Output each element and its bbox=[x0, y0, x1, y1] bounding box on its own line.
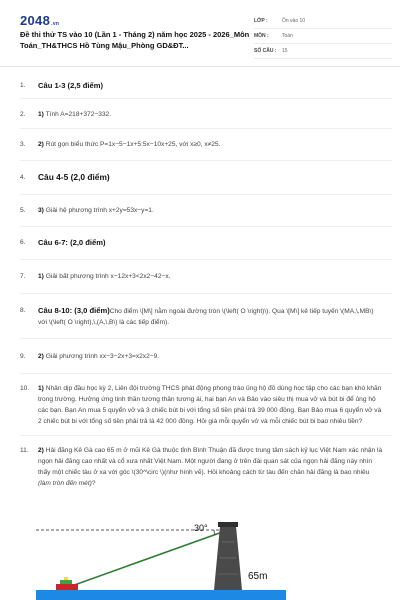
section-heading: Câu 1-3 (2,5 điểm) bbox=[38, 81, 103, 90]
angle-label: 30° bbox=[194, 523, 208, 533]
question-1: 1. Câu 1-3 (2,5 điểm) bbox=[20, 81, 103, 90]
question-10: 10. 1) Nhân dịp đầu học kỳ 2, Liên đội trường THCS phát động phong trào ủng hộ đồ dùng học tập cho các bạn khó khăn trong trường. Hưởng ứng tinh thần tương thân tương ái, hai bạn An và Bảo vào siêu thị mua vở và bút bi để ủng hộ các bạn. Bạn An mua 5 quyển vở và 3 chiếc bút bi với tổng số tiền phải trả 39 000 đồng. Bạn Bảo mua 6 quyển vở và 2 chiếc bút bi với tổng số tiền phải trả là 42 000 đồng. Hỏi giá mỗi quyển vở và mỗi chiếc bút bi bao nhiêu tiền? bbox=[20, 385, 382, 425]
question-7: 7. 1) Giải bất phương trình x−12x+3<2x2−42−x. bbox=[20, 273, 171, 280]
question-11: 11. 2) Hải đăng Kê Gà cao 65 m ở mũi Kê Gà thuộc tỉnh Bình Thuận đã được trung tâm sách kỷ lục Việt Nam xác nhận là ngọn hải đăng cao nhất và cổ xưa nhất Việt Nam. Một người đang ở trên đài quan sát của ngọn hải đăng này nhìn thấy một chiếc tàu ở xa với góc \(30^\circ \)(như hình vẽ). Hỏi khoảng cách từ tàu đến chân hải đăng là bao nhiêu (làm tròn đến mét)? bbox=[20, 447, 383, 487]
site-logo[interactable]: 2048.vn bbox=[20, 13, 60, 28]
question-4: 4. Câu 4-5 (2,0 điểm) bbox=[20, 172, 110, 182]
question-2: 2. 1) Tính A=218+372−332. bbox=[20, 111, 112, 118]
document-meta bbox=[254, 14, 392, 59]
sea-shape bbox=[36, 590, 286, 600]
height-label: 65m bbox=[248, 571, 268, 582]
question-5: 5. 3) Giải hệ phương trình x+2y=53x−y=1. bbox=[20, 207, 154, 214]
question-9: 9. 2) Giải phương trình xx−3−2x+3=x2x2−9. bbox=[20, 353, 160, 360]
question-8: 8. Câu 8-10: (3,0 điểm)Cho điểm \[M\] nằm ngoài đường tròn \(\left( O \right)\). Qua \[M\] kẻ tiếp tuyến \(MA,\,MB\) với \(\left( O \right),\,(A,\,B\) là các tiếp điểm). bbox=[20, 306, 374, 326]
lighthouse-figure bbox=[36, 522, 286, 600]
question-list bbox=[0, 67, 400, 489]
document-title: Đề thi thử TS vào 10 (Lần 1 - Tháng 2) năm học 2025 - 2026_Môn Toán_TH&THCS Hồ Tùng Mậu_Phòng GD&ĐT... bbox=[20, 30, 250, 50]
question-6: 6. Câu 6-7: (2,0 điểm) bbox=[20, 238, 106, 247]
meta-count-row: SỐ CÂU : 15 bbox=[254, 44, 392, 59]
section-heading: Câu 4-5 (2,0 điểm) bbox=[38, 172, 110, 182]
meta-subject-row: MÔN : Toán bbox=[254, 29, 392, 44]
section-heading: Câu 6-7: (2,0 điểm) bbox=[38, 238, 106, 247]
question-3: 3. 2) Rút gọn biểu thức P=1x−5−1x+5:5x−10x+25, với x≥0, x≠25. bbox=[20, 141, 221, 148]
document-header bbox=[0, 0, 400, 67]
meta-class-row: LỚP : Ôn vào 10 bbox=[254, 14, 392, 29]
